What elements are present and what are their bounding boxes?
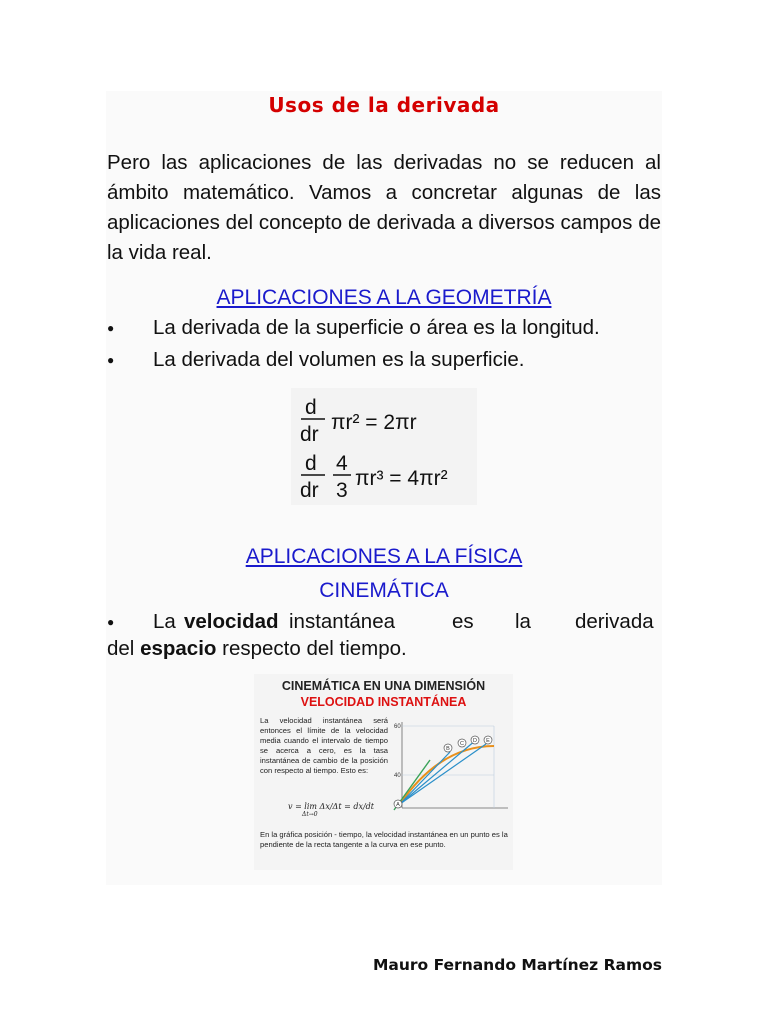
equation-text: v = lim Δx/Δt = dx/dt [288, 802, 374, 811]
kinematics-figure [254, 674, 513, 870]
line-rest: respecto del tiempo. [222, 637, 407, 660]
bullet-word: La [153, 610, 176, 633]
line-word: del [107, 637, 135, 660]
bullet-icon: ● [107, 615, 115, 629]
bullet-icon: ● [107, 321, 115, 335]
y-tick-60: 60 [394, 724, 401, 730]
formula-frac-num: 4 [336, 452, 348, 475]
figure-description: La velocidad instantánea será entonces el límite de la velocidad media cuando el intervalo de tiempo se acerca a cero, es la tasa instantánea de cambio de la posición con respecto al tiempo. Esto es: [260, 716, 388, 775]
figure-title: CINEMÁTICA EN UNA DIMENSIÓN [281, 679, 486, 693]
geometry-heading: APLICACIONES A LA GEOMETRÍA [216, 286, 552, 309]
page-title: Usos de la derivada [268, 93, 500, 117]
physics-heading: APLICACIONES A LA FÍSICA [245, 545, 523, 568]
bullet-word: instantánea [289, 610, 396, 633]
position-time-plot [390, 718, 508, 822]
formula-d-1: d [305, 396, 317, 419]
y-tick-40: 40 [394, 773, 401, 779]
secant-line [400, 744, 486, 804]
point-label-c: C [460, 741, 464, 747]
physics-bullet-line-1 [107, 607, 661, 637]
point-label-a: A [396, 802, 400, 808]
bullet-icon: ● [107, 353, 115, 367]
point-label-e: E [486, 738, 490, 744]
space-term: espacio [140, 637, 217, 660]
derivative-formulas [291, 388, 477, 505]
physics-bullet-line-2 [107, 634, 661, 664]
point-label-d: D [473, 738, 477, 744]
formula-frac-den: 3 [336, 479, 348, 502]
author-footer: Mauro Fernando Martínez Ramos [372, 956, 662, 974]
bullet-text: La derivada de la superficie o área es la longitud. [153, 316, 600, 339]
figure-caption: En la gráfica posición - tiempo, la velocidad instantánea en un punto es la pendiente de la recta tangente a la curva en ese punto. [260, 830, 508, 849]
formula-d-2: d [305, 452, 317, 475]
secant-line [400, 752, 450, 804]
figure-equation [288, 802, 374, 818]
point-label-b: B [446, 746, 450, 752]
equation-limit: Δt→0 [302, 811, 318, 818]
formula-expr-2: πr³ = 4πr² [355, 467, 448, 490]
formula-image [291, 388, 477, 505]
bullet-word: derivada [575, 610, 654, 633]
velocity-term: velocidad [184, 610, 279, 633]
kinematics-heading: CINEMÁTICA [319, 579, 449, 602]
bullet-word: la [515, 610, 531, 633]
secant-line [400, 740, 476, 804]
formula-dr-2: dr [300, 479, 319, 502]
figure-subtitle: VELOCIDAD INSTANTÁNEA [300, 695, 467, 709]
bullet-text: La derivada del volumen es la superficie. [153, 348, 525, 371]
formula-expr-1: πr² = 2πr [331, 411, 417, 434]
bullet-word: es [452, 610, 474, 633]
intro-paragraph: Pero las aplicaciones de las derivadas no se reducen al ámbito matemático. Vamos a concretar algunas de las aplicaciones del concepto de derivada a diversos campos de la vida real. [107, 151, 661, 264]
formula-dr-1: dr [300, 423, 319, 446]
